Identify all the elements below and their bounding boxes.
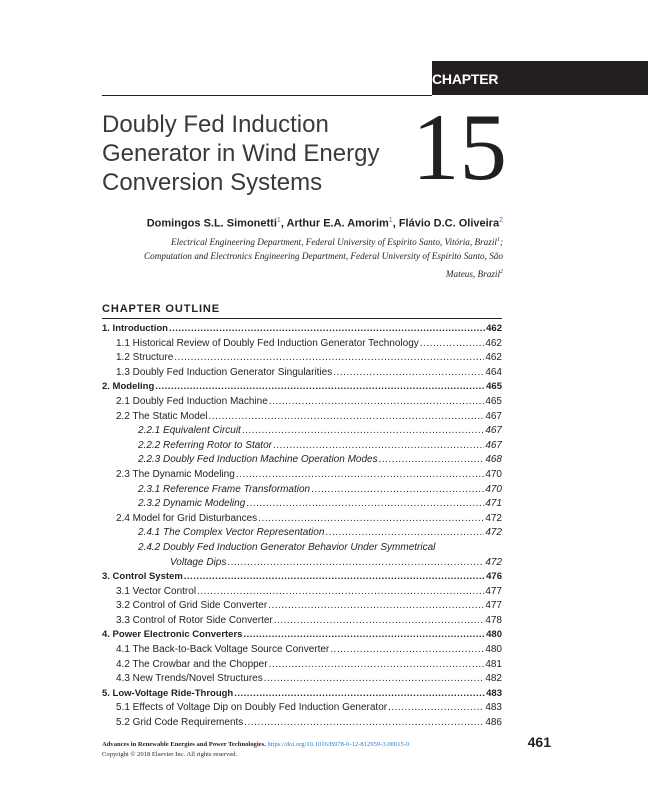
toc-leader-dots: [258, 512, 484, 527]
toc-entry-label: 2. Modeling: [102, 381, 155, 393]
toc-leader-dots: [333, 366, 484, 381]
toc-entry[interactable]: [102, 512, 502, 527]
toc-entry[interactable]: [102, 468, 502, 483]
toc-page-number: 462: [485, 352, 502, 364]
toc-entry[interactable]: [102, 614, 502, 629]
toc-entry[interactable]: [102, 439, 502, 454]
toc-entry[interactable]: [102, 585, 502, 600]
toc-page-number: 462: [486, 323, 502, 334]
toc-leader-dots: [155, 380, 485, 395]
chapter-label-banner: [432, 61, 648, 95]
toc-entry-label: 5.2 Grid Code Requirements: [116, 717, 244, 729]
doi-link[interactable]: https://doi.org/10.1016/B978-0-12-812959-3.00015-0: [267, 741, 410, 748]
toc-page-number: 465: [485, 395, 502, 407]
copyright: Copyright © 2018 Elsevier Inc. All rights reserved.: [102, 751, 238, 758]
toc-leader-dots: [379, 453, 485, 468]
toc-entry-label: 3.3 Control of Rotor Side Converter: [116, 614, 273, 626]
toc-leader-dots: [269, 395, 485, 410]
toc-leader-dots: [234, 687, 485, 702]
author-name: Domingos S.L. Simonetti: [146, 217, 277, 230]
toc-entry-label: 2.1 Doubly Fed Induction Machine: [116, 395, 268, 407]
toc-page-number: 477: [485, 585, 502, 597]
toc-page-number: 462: [485, 337, 502, 349]
chapter-number: 15: [412, 94, 507, 200]
toc-leader-dots: [169, 322, 485, 337]
toc-page-number: 465: [486, 381, 502, 393]
toc-page-number: 482: [485, 673, 502, 685]
toc-entry[interactable]: [102, 556, 502, 571]
author-affiliation-mark: 2: [499, 217, 503, 224]
outline-heading: CHAPTER OUTLINE: [102, 303, 220, 315]
toc-entry-label: Voltage Dips: [170, 556, 227, 568]
toc-entry[interactable]: [102, 687, 502, 702]
toc-entry[interactable]: [102, 643, 502, 658]
toc-leader-dots: [209, 410, 485, 425]
toc-leader-dots: [420, 337, 485, 352]
toc-entry[interactable]: [102, 526, 502, 541]
book-title: Advances in Renewable Energies and Power Technologies.: [102, 741, 266, 748]
toc-entry[interactable]: [102, 658, 502, 673]
toc-page-number: 467: [485, 439, 502, 451]
toc-entry-label: 1.1 Historical Review of Doubly Fed Induction Generator Technology: [116, 337, 419, 349]
author-affiliation-mark: 1: [276, 217, 281, 224]
toc-page-number: 480: [486, 629, 502, 641]
toc-page-number: 467: [485, 410, 502, 422]
toc-page-number: 468: [485, 454, 502, 466]
toc-leader-dots: [244, 716, 484, 731]
toc-entry[interactable]: [102, 672, 502, 687]
toc-leader-dots: [325, 526, 484, 541]
toc-page-number: 477: [485, 600, 502, 612]
toc-entry[interactable]: [102, 351, 502, 366]
page-number: 461: [527, 734, 551, 750]
toc-entry-label: 1.3 Doubly Fed Induction Generator Singularities: [116, 366, 333, 378]
toc-page-number: 476: [486, 571, 502, 583]
toc-entry[interactable]: [102, 628, 502, 643]
toc-entry-label: 2.2.3 Doubly Fed Induction Machine Operation Modes: [138, 454, 378, 466]
toc-entry[interactable]: [102, 395, 502, 410]
toc-leader-dots: [246, 497, 484, 512]
toc-leader-dots: [236, 468, 485, 483]
toc-page-number: 480: [485, 644, 502, 656]
toc-page-number: 483: [486, 687, 502, 699]
toc-leader-dots: [311, 483, 484, 498]
toc-entry-label: 2.2.1 Equivalent Circuit: [138, 425, 241, 437]
toc-entry[interactable]: [102, 599, 502, 614]
toc-leader-dots: [268, 599, 484, 614]
toc-page-number: 486: [485, 717, 502, 729]
toc-page-number: 467: [485, 425, 502, 437]
toc-entry[interactable]: [102, 322, 502, 337]
toc-entry-label: 3.2 Control of Grid Side Converter: [116, 600, 268, 612]
toc-entry[interactable]: [102, 337, 502, 352]
toc-entry-label: 5. Low-Voltage Ride-Through: [102, 687, 234, 699]
toc-entry[interactable]: [102, 483, 502, 498]
chapter-title-line: Generator in Wind Energy: [102, 140, 380, 167]
toc-entry[interactable]: [102, 424, 502, 439]
toc-leader-dots: [227, 556, 484, 571]
toc-entry-label: 1.2 Structure: [116, 352, 174, 364]
toc-leader-dots: [242, 424, 484, 439]
toc-page-number: 464: [485, 366, 502, 378]
toc-entry-label: 5.1 Effects of Voltage Dip on Doubly Fed Induction Generator: [116, 702, 388, 714]
toc-page-number: 481: [485, 658, 502, 670]
toc-leader-dots: [243, 628, 485, 643]
toc-page-number: 472: [485, 512, 502, 524]
toc-entry[interactable]: [102, 570, 502, 585]
toc-entry-label: 4.2 The Crowbar and the Chopper: [116, 658, 268, 670]
toc-page-number: 472: [485, 556, 502, 568]
toc-page-number: 470: [485, 468, 502, 480]
chapter-title-line: Conversion Systems: [102, 169, 323, 196]
outline-rule: [102, 318, 502, 319]
toc-entry-label: 4.1 The Back-to-Back Voltage Source Converter: [116, 644, 330, 656]
chapter-label: CHAPTER: [432, 71, 499, 87]
toc-leader-dots: [274, 614, 485, 629]
chapter-title: [102, 110, 422, 197]
toc-entry-label: 2.2.2 Referring Rotor to Stator: [138, 439, 272, 451]
toc-entry-label: 4.3 New Trends/Novel Structures: [116, 673, 263, 685]
toc-entry-label: 2.4 Model for Grid Disturbances: [116, 512, 258, 524]
toc-entry-label: 1. Introduction: [102, 323, 168, 334]
toc-entry[interactable]: [102, 410, 502, 425]
toc-leader-dots: [184, 570, 485, 585]
author-list: Domingos S.L. Simonetti$^1$, Arthur E.A. Amorim$^1$, Flávio D.C. Oliveira$^2$: [146, 217, 503, 230]
toc-leader-dots: [264, 672, 485, 687]
toc-entry[interactable]: [102, 497, 502, 512]
toc-page-number: 478: [485, 614, 502, 626]
author-name: Flávio D.C. Oliveira: [398, 217, 500, 230]
toc-leader-dots: [197, 585, 484, 600]
toc-page-number: 471: [485, 498, 502, 510]
toc-leader-dots: [269, 658, 485, 673]
toc-entry-label: 2.3.2 Dynamic Modeling: [138, 498, 246, 510]
toc-leader-dots: [174, 351, 484, 366]
toc-entry[interactable]: [102, 541, 502, 556]
author-affiliation-mark: 1: [388, 217, 393, 224]
toc-entry[interactable]: [102, 701, 502, 716]
toc-entry[interactable]: [102, 380, 502, 395]
toc-page-number: 483: [485, 702, 502, 714]
toc-entry[interactable]: [102, 453, 502, 468]
toc-entry[interactable]: [102, 716, 502, 731]
table-of-contents: [102, 322, 502, 731]
toc-entry[interactable]: [102, 366, 502, 381]
author-name: Arthur E.A. Amorim: [286, 217, 389, 230]
toc-leader-dots: [388, 701, 484, 716]
toc-leader-dots: [273, 439, 484, 454]
chapter-title-line: Doubly Fed Induction: [102, 111, 329, 138]
affiliation-line: Electrical Engineering Department, Federal University of Espírito Santo, Vitória, Brazil$^1$;: [170, 237, 503, 248]
toc-page-number: 470: [485, 483, 502, 495]
toc-entry-label: 3. Control System: [102, 571, 183, 583]
toc-entry-label: 2.4.1 The Complex Vector Representation: [138, 527, 325, 539]
toc-page-number: 472: [485, 527, 502, 539]
affiliation-line: Mateus, Brazil$^2$: [445, 269, 503, 280]
toc-entry-label: 3.1 Vector Control: [116, 585, 197, 597]
toc-entry-label: 4. Power Electronic Converters: [102, 629, 243, 641]
toc-entry-label: 2.2 The Static Model: [116, 410, 208, 422]
affiliation-line: Computation and Electronics Engineering Department, Federal University of Espírito Santo, São: [144, 251, 503, 261]
page-footer: [102, 740, 409, 760]
toc-leader-dots: [330, 643, 484, 658]
toc-entry-label: 2.3 The Dynamic Modeling: [116, 468, 235, 480]
toc-entry-label: 2.3.1 Reference Frame Transformation: [138, 483, 311, 495]
chapter-rule: [102, 95, 432, 96]
toc-entry-label: 2.4.2 Doubly Fed Induction Generator Behavior Under Symmetrical: [138, 541, 436, 553]
